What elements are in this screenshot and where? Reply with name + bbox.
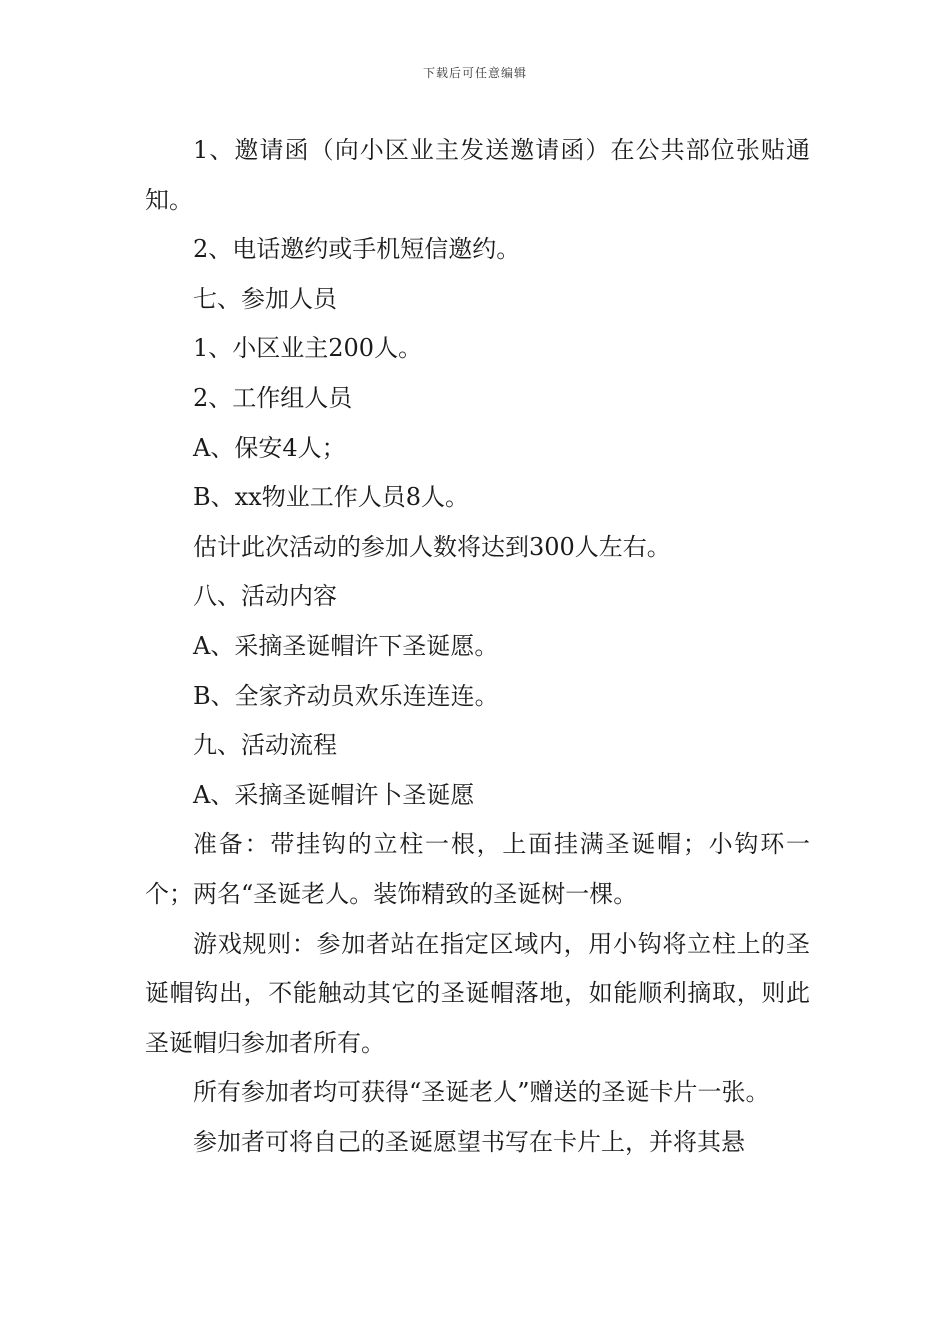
paragraph-card-gift: 所有参加者均可获得“圣诞老人”赠送的圣诞卡片一张。	[193, 1078, 770, 1107]
paragraph-activity-a: A、采摘圣诞帽许下圣诞愿。	[193, 631, 499, 660]
paragraph-wish-card: 参加者可将自己的圣诞愿望书写在卡片上，并将其悬	[193, 1127, 745, 1156]
paragraph-activity-b: B、全家齐动员欢乐连连连。	[193, 681, 499, 710]
document-body	[145, 126, 810, 1167]
section-heading-process: 九、活动流程	[193, 731, 337, 760]
paragraph-preparation: 准备：带挂钩的立柱一根，上面挂满圣诞帽；小钩环一个；两名“圣诞老人。装饰精致的圣诞树一棵。	[145, 830, 810, 908]
paragraph-property-staff: B、xx物业工作人员8人。	[193, 483, 469, 512]
paragraph-estimate: 估计此次活动的参加人数将达到300人左右。	[193, 532, 671, 561]
paragraph-staff: 2、工作组人员	[193, 383, 353, 412]
paragraph-invitation: 1、邀请函（向小区业主发送邀请函）在公共部位张贴通知。	[145, 136, 810, 214]
paragraph-security: A、保安4人；	[193, 433, 346, 462]
paragraph-process-a: A、采摘圣诞帽许卜圣诞愿	[193, 780, 475, 809]
section-heading-participants: 七、参加人员	[193, 284, 337, 313]
paragraph-owners-count: 1、小区业主200人。	[193, 334, 423, 363]
page-header-note: 下载后可任意编辑	[422, 66, 527, 80]
paragraph-game-rules: 游戏规则：参加者站在指定区域内，用小钩将立柱上的圣诞帽钩出，不能触动其它的圣诞帽落地，如能顺利摘取，则此圣诞帽归参加者所有。	[145, 929, 810, 1057]
section-heading-content: 八、活动内容	[193, 582, 337, 611]
paragraph-phone-invite: 2、电话邀约或手机短信邀约。	[193, 235, 521, 264]
